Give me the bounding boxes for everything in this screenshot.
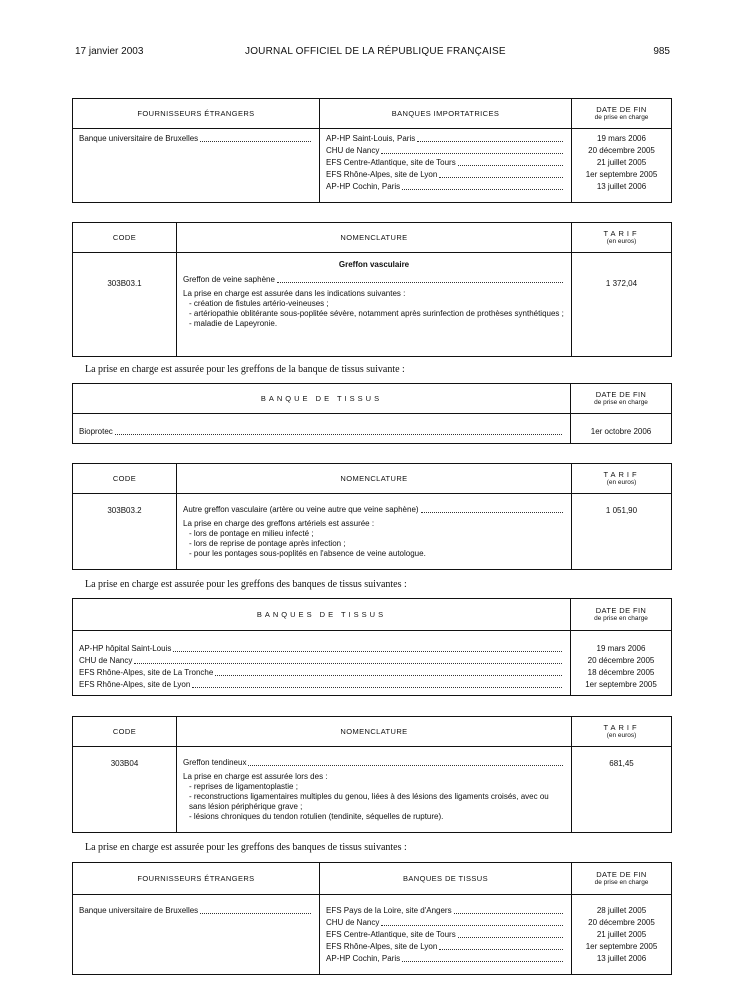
- end-date: 28 juillet 2005: [596, 906, 647, 915]
- bank-row: CHU de Nancy: [79, 655, 564, 667]
- paragraph: La prise en charge est assurée pour les greffons de la banque de tissus suivante :: [85, 364, 405, 375]
- nomenclature-table-other-vascular: [72, 463, 672, 570]
- end-date: 13 juillet 2006: [596, 954, 647, 963]
- indication-bullet: - lors de reprise de pontage après infection ;: [189, 539, 346, 548]
- col-date: DATE DE FIN de prise en charge: [571, 384, 672, 414]
- tissue-bank-table-1: [72, 383, 672, 444]
- col-suppliers: FOURNISSEURS ÉTRANGERS: [73, 99, 320, 129]
- col-banks: BANQUES DE TISSUS: [73, 599, 571, 631]
- indication-note: La prise en charge des greffons artériels est assurée :: [183, 519, 375, 528]
- end-date: 1er septembre 2005: [585, 170, 658, 179]
- col-nomenclature: NOMENCLATURE: [177, 223, 572, 253]
- bank-row: EFS Centre-Atlantique, site de Tours: [326, 157, 565, 169]
- end-date: 18 décembre 2005: [587, 668, 655, 677]
- col-code: CODE: [73, 464, 177, 494]
- item-row: Greffon de veine saphène: [183, 274, 565, 286]
- page-number: 985: [653, 46, 670, 57]
- end-date: 19 mars 2006: [596, 644, 646, 653]
- section-title: Greffon vasculaire: [338, 260, 410, 269]
- col-tarif: TARIF (en euros): [572, 717, 672, 747]
- end-date: 1er septembre 2005: [585, 942, 658, 951]
- bank-row: Bioprotec: [79, 426, 564, 438]
- col-bank: BANQUE DE TISSUS: [73, 384, 571, 414]
- paragraph: La prise en charge est assurée pour les greffons des banques de tissus suivantes :: [85, 842, 407, 853]
- col-suppliers: FOURNISSEURS ÉTRANGERS: [73, 863, 320, 895]
- code: 303B03.2: [73, 494, 177, 570]
- code: 303B03.1: [73, 253, 177, 357]
- col-code: CODE: [73, 223, 177, 253]
- tissue-bank-table-2: [72, 598, 672, 696]
- col-banks: BANQUES IMPORTATRICES: [320, 99, 572, 129]
- col-tarif: TARIF (en euros): [572, 464, 672, 494]
- indication-bullet: - artériopathie oblitérante sous-poplitée sévère, notamment après surinfection de prothèses synthétiques ;: [189, 309, 564, 318]
- bank-row: AP-HP hôpital Saint-Louis: [79, 643, 564, 655]
- supplier-row: Banque universitaire de Bruxelles: [79, 905, 313, 917]
- end-date: 1er octobre 2006: [590, 427, 652, 436]
- bank-row: EFS Rhône-Alpes, site de La Tronche: [79, 667, 564, 679]
- end-date: 20 décembre 2005: [588, 146, 655, 155]
- indication-bullet: - maladie de Lapeyronie.: [189, 319, 278, 328]
- bank-row: AP-HP Cochin, Paris: [326, 953, 565, 965]
- indication-bullet: - lors de pontage en milieu infecté ;: [189, 529, 314, 538]
- nomenclature-table-tendon: [72, 716, 672, 833]
- col-date: DATE DE FIN de prise en charge: [572, 99, 672, 129]
- bank-row: EFS Centre-Atlantique, site de Tours: [326, 929, 565, 941]
- tarif: 1 372,04: [572, 253, 672, 357]
- end-date: 20 décembre 2005: [587, 656, 655, 665]
- journal-title: JOURNAL OFFICIEL DE LA RÉPUBLIQUE FRANÇAISE: [245, 46, 506, 57]
- col-tarif: TARIF (en euros): [572, 223, 672, 253]
- supplier-row: Banque universitaire de Bruxelles: [79, 133, 313, 145]
- indication-bullet: - lésions chroniques du tendon rotulien (tendinite, séquelles de rupture).: [189, 812, 444, 821]
- col-banks: BANQUES DE TISSUS: [320, 863, 572, 895]
- end-date: 21 juillet 2005: [596, 158, 647, 167]
- nomenclature-table-vascular: [72, 222, 672, 357]
- bank-row: CHU de Nancy: [326, 917, 565, 929]
- bank-row: EFS Pays de la Loire, site d'Angers: [326, 905, 565, 917]
- bank-row: EFS Rhône-Alpes, site de Lyon: [326, 169, 565, 181]
- item-row: Greffon tendineux: [183, 757, 565, 769]
- bank-row: EFS Rhône-Alpes, site de Lyon: [79, 679, 564, 691]
- col-nomenclature: NOMENCLATURE: [177, 464, 572, 494]
- indication-note: La prise en charge est assurée dans les indications suivantes :: [183, 289, 406, 298]
- col-date: DATE DE FIN de prise en charge: [572, 863, 672, 895]
- end-date: 13 juillet 2006: [596, 182, 647, 191]
- paragraph: La prise en charge est assurée pour les greffons des banques de tissus suivantes :: [85, 579, 407, 590]
- indication-bullet: - pour les pontages sous-poplités en l'absence de veine autologue.: [189, 549, 426, 558]
- indication-bullet: - reconstructions ligamentaires multiples du genou, liées à des lésions des ligaments croisés, avec ou sans lésion périphérique grave ;: [189, 792, 549, 811]
- bank-row: AP-HP Saint-Louis, Paris: [326, 133, 565, 145]
- end-date: 21 juillet 2005: [596, 930, 647, 939]
- foreign-suppliers-table-2: [72, 862, 672, 975]
- bank-row: CHU de Nancy: [326, 145, 565, 157]
- end-date: 1er septembre 2005: [585, 680, 657, 689]
- col-date: DATE DE FIN de prise en charge: [571, 599, 672, 631]
- indication-bullet: - création de fistules artério-veineuses ;: [189, 299, 329, 308]
- item-row: Autre greffon vasculaire (artère ou veine autre que veine saphène): [183, 504, 565, 516]
- foreign-suppliers-table-1: [72, 98, 672, 203]
- end-date: 20 décembre 2005: [588, 918, 655, 927]
- bank-row: EFS Rhône-Alpes, site de Lyon: [326, 941, 565, 953]
- indication-bullet: - reprises de ligamentoplastie ;: [189, 782, 298, 791]
- tarif: 1 051,90: [572, 494, 672, 570]
- col-nomenclature: NOMENCLATURE: [177, 717, 572, 747]
- bank-row: AP-HP Cochin, Paris: [326, 181, 565, 193]
- end-date: 19 mars 2006: [597, 134, 646, 143]
- code: 303B04: [73, 747, 177, 833]
- col-code: CODE: [73, 717, 177, 747]
- indication-note: La prise en charge est assurée lors des :: [183, 772, 328, 781]
- tarif: 681,45: [572, 747, 672, 833]
- header-date: 17 janvier 2003: [75, 46, 144, 57]
